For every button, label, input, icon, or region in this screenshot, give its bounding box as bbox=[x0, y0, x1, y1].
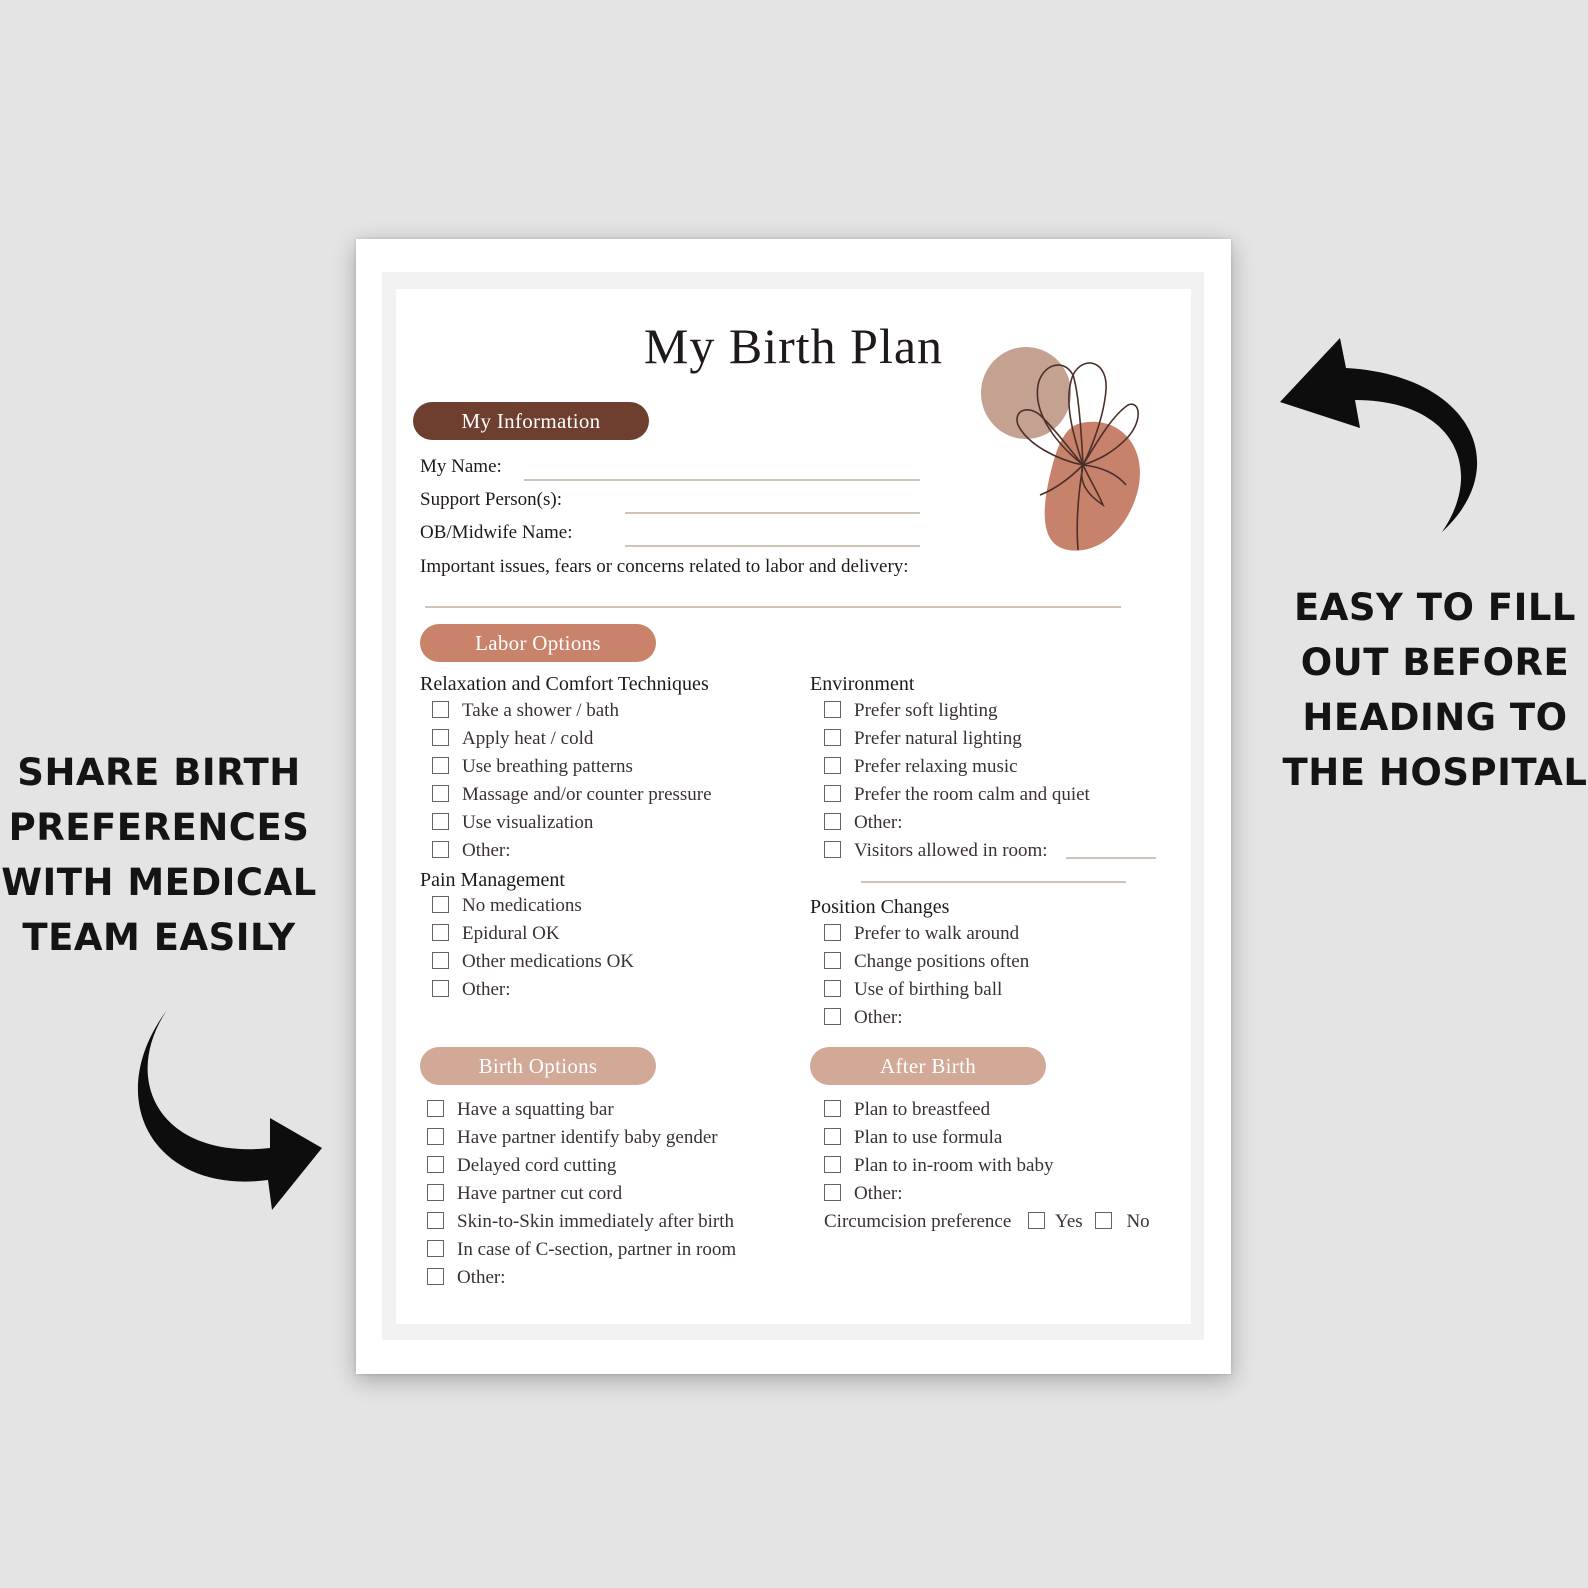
checkbox[interactable] bbox=[824, 729, 841, 746]
position-changes-heading: Position Changes bbox=[810, 896, 950, 918]
list-item[interactable] bbox=[427, 1153, 616, 1179]
my-name-label: My Name: bbox=[420, 456, 502, 477]
item-label: Change positions often bbox=[854, 951, 1030, 972]
circumcision-no-label: No bbox=[1126, 1211, 1150, 1232]
list-item[interactable] bbox=[432, 921, 560, 947]
checkbox[interactable] bbox=[824, 701, 841, 718]
checkbox[interactable] bbox=[824, 841, 841, 858]
ob-midwife-label: OB/Midwife Name: bbox=[420, 522, 573, 543]
item-label: Skin-to-Skin immediately after birth bbox=[457, 1211, 735, 1232]
item-label: Other medications OK bbox=[462, 951, 635, 972]
list-item[interactable] bbox=[824, 810, 903, 836]
list-item[interactable] bbox=[432, 949, 634, 975]
list-item[interactable] bbox=[824, 921, 1019, 947]
checkbox[interactable] bbox=[432, 785, 449, 802]
pain-management-heading: Pain Management bbox=[420, 869, 565, 891]
birth-plan-sheet bbox=[396, 289, 1191, 1324]
curved-arrow-icon bbox=[1280, 330, 1495, 545]
labor-options-heading: Labor Options bbox=[420, 624, 656, 662]
list-item[interactable] bbox=[432, 726, 593, 752]
visitors-field[interactable] bbox=[1066, 857, 1156, 859]
item-label: Massage and/or counter pressure bbox=[462, 784, 712, 805]
promo-right-line: THE HOSPITAL bbox=[1282, 751, 1588, 794]
list-item[interactable] bbox=[432, 810, 593, 836]
list-item[interactable] bbox=[824, 726, 1022, 752]
circumcision-no-checkbox[interactable] bbox=[1095, 1212, 1112, 1229]
item-label: Plan to use formula bbox=[854, 1127, 1003, 1148]
list-item[interactable] bbox=[432, 838, 511, 864]
checkbox[interactable] bbox=[824, 1184, 841, 1201]
item-label: Other: bbox=[854, 1007, 903, 1028]
checkbox[interactable] bbox=[432, 729, 449, 746]
item-label: Take a shower / bath bbox=[462, 700, 619, 721]
checkbox[interactable] bbox=[432, 813, 449, 830]
promo-right-text bbox=[1282, 580, 1588, 800]
checkbox[interactable] bbox=[427, 1240, 444, 1257]
promo-left-line: WITH MEDICAL bbox=[1, 861, 317, 904]
list-item[interactable] bbox=[824, 1181, 903, 1207]
environment-other-line[interactable] bbox=[861, 881, 1126, 883]
item-label: Prefer natural lighting bbox=[854, 728, 1022, 749]
checkbox[interactable] bbox=[824, 1128, 841, 1145]
checkbox[interactable] bbox=[432, 980, 449, 997]
item-label: Other: bbox=[462, 979, 511, 1000]
my-information-heading: My Information bbox=[413, 402, 649, 440]
curved-arrow-icon bbox=[120, 1010, 335, 1225]
support-person-label: Support Person(s): bbox=[420, 489, 562, 510]
list-item[interactable] bbox=[427, 1097, 614, 1123]
list-item[interactable] bbox=[432, 893, 582, 919]
circumcision-label: Circumcision preference bbox=[824, 1211, 1012, 1232]
checkbox[interactable] bbox=[427, 1100, 444, 1117]
list-item[interactable] bbox=[824, 754, 1018, 780]
support-person-field[interactable] bbox=[625, 512, 920, 514]
list-item[interactable] bbox=[824, 977, 1002, 1003]
relaxation-heading: Relaxation and Comfort Techniques bbox=[420, 673, 709, 695]
item-label: Epidural OK bbox=[462, 923, 560, 944]
checkbox[interactable] bbox=[824, 813, 841, 830]
promo-right-line: HEADING TO bbox=[1302, 696, 1568, 739]
list-item[interactable] bbox=[432, 782, 712, 808]
list-item[interactable] bbox=[824, 698, 998, 724]
item-label: Have a squatting bar bbox=[457, 1099, 614, 1120]
list-item[interactable] bbox=[824, 1153, 1053, 1179]
checkbox[interactable] bbox=[427, 1128, 444, 1145]
item-label: Other: bbox=[457, 1267, 506, 1288]
item-label: Delayed cord cutting bbox=[457, 1155, 617, 1176]
promo-left-text bbox=[0, 745, 318, 965]
item-label: Apply heat / cold bbox=[462, 728, 594, 749]
item-label: No medications bbox=[462, 895, 582, 916]
circumcision-yes-checkbox[interactable] bbox=[1028, 1212, 1045, 1229]
list-item[interactable] bbox=[824, 1097, 990, 1123]
item-label: In case of C-section, partner in room bbox=[457, 1239, 737, 1260]
checkbox[interactable] bbox=[824, 1156, 841, 1173]
item-label: Prefer relaxing music bbox=[854, 756, 1018, 777]
my-name-field[interactable] bbox=[524, 479, 920, 481]
item-label: Have partner cut cord bbox=[457, 1183, 623, 1204]
list-item[interactable] bbox=[432, 977, 511, 1003]
checkbox[interactable] bbox=[432, 841, 449, 858]
item-label: Other: bbox=[462, 840, 511, 861]
checkbox[interactable] bbox=[824, 924, 841, 941]
checkbox[interactable] bbox=[432, 952, 449, 969]
environment-heading: Environment bbox=[810, 673, 915, 695]
checkbox[interactable] bbox=[427, 1212, 444, 1229]
item-label: Plan to in-room with baby bbox=[854, 1155, 1054, 1176]
list-item[interactable] bbox=[427, 1181, 622, 1207]
list-item[interactable] bbox=[824, 1125, 1002, 1151]
list-item[interactable] bbox=[824, 1005, 903, 1031]
item-label: Prefer soft lighting bbox=[854, 700, 998, 721]
checkbox[interactable] bbox=[824, 785, 841, 802]
promo-left-line: PREFERENCES bbox=[8, 806, 310, 849]
item-label: Use visualization bbox=[462, 812, 594, 833]
concerns-label: Important issues, fears or concerns related to labor and delivery: bbox=[420, 556, 909, 577]
checkbox[interactable] bbox=[824, 952, 841, 969]
picture-frame bbox=[356, 239, 1231, 1374]
checkbox[interactable] bbox=[824, 1008, 841, 1025]
promo-left-line: TEAM EASILY bbox=[22, 916, 296, 959]
item-label: Have partner identify baby gender bbox=[457, 1127, 718, 1148]
list-item[interactable] bbox=[427, 1265, 506, 1291]
item-label: Use breathing patterns bbox=[462, 756, 633, 777]
list-item[interactable] bbox=[432, 698, 619, 724]
checkbox[interactable] bbox=[427, 1184, 444, 1201]
birth-options-heading: Birth Options bbox=[420, 1047, 656, 1085]
promo-left-line: SHARE BIRTH bbox=[17, 751, 301, 794]
ob-midwife-field[interactable] bbox=[625, 545, 920, 547]
checkbox[interactable] bbox=[427, 1268, 444, 1285]
circumcision-row bbox=[824, 1209, 1150, 1235]
page-title: My Birth Plan bbox=[643, 318, 944, 374]
list-item[interactable] bbox=[427, 1237, 736, 1263]
checkbox[interactable] bbox=[824, 1100, 841, 1117]
item-label: Use of birthing ball bbox=[854, 979, 1003, 1000]
after-birth-heading: After Birth bbox=[810, 1047, 1046, 1085]
checkbox[interactable] bbox=[432, 896, 449, 913]
promo-right-line: OUT BEFORE bbox=[1300, 641, 1570, 684]
concerns-field[interactable] bbox=[425, 606, 1121, 608]
list-item[interactable] bbox=[432, 754, 633, 780]
checkbox[interactable] bbox=[824, 757, 841, 774]
promo-right-line: EASY TO FILL bbox=[1293, 586, 1576, 629]
item-label: Prefer to walk around bbox=[854, 923, 1020, 944]
flower-illustration-icon bbox=[978, 345, 1150, 555]
list-item[interactable] bbox=[427, 1209, 734, 1235]
item-label: Other: bbox=[854, 812, 903, 833]
list-item[interactable] bbox=[824, 782, 1090, 808]
item-label: Visitors allowed in room: bbox=[854, 840, 1048, 861]
checkbox[interactable] bbox=[427, 1156, 444, 1173]
list-item[interactable] bbox=[824, 838, 1048, 864]
checkbox[interactable] bbox=[824, 980, 841, 997]
item-label: Other: bbox=[854, 1183, 903, 1204]
list-item[interactable] bbox=[824, 949, 1029, 975]
list-item[interactable] bbox=[427, 1125, 718, 1151]
checkbox[interactable] bbox=[432, 924, 449, 941]
item-label: Prefer the room calm and quiet bbox=[854, 784, 1090, 805]
checkbox[interactable] bbox=[432, 701, 449, 718]
circumcision-yes-label: Yes bbox=[1055, 1211, 1083, 1232]
checkbox[interactable] bbox=[432, 757, 449, 774]
item-label: Plan to breastfeed bbox=[854, 1099, 991, 1120]
